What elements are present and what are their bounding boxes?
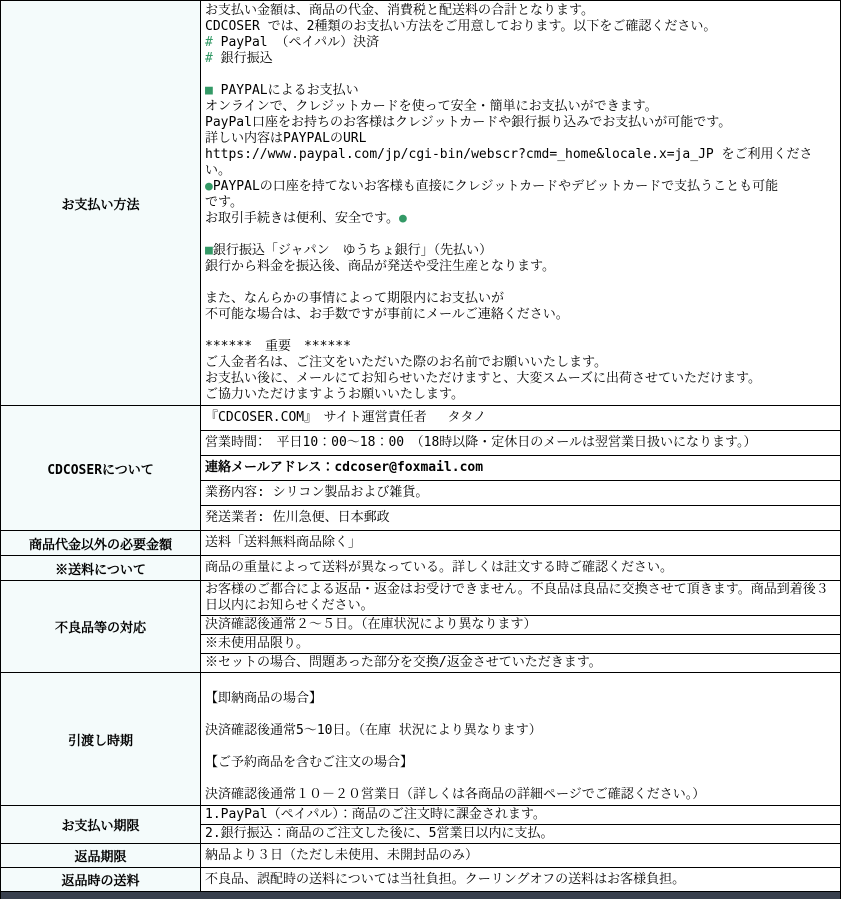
bottom-dark-bar [0,892,841,899]
section-extra-fees [1,531,841,556]
row-label-payment-deadline: お支払い期限 [1,806,201,844]
row-label-payment-method: お支払い方法 [1,1,201,406]
defective-policy: お客様のご都合による返品・返金はお受けできません。不良品は良品に交換させて頂きます。商品到着後３日以内にお知らせください。 [201,581,841,616]
row-label-defective-items: 不良品等の対応 [1,581,201,673]
section-payment-method [1,1,841,406]
shipping-fee-content: 商品の重量によって送料が異なっている。詳しくは註文する時ご確認ください。 [201,556,841,581]
defective-note-set: ※セットの場合、問題あった部分を交換/返金させていただきます。 [201,654,841,673]
about-business-hours: 営業時間： 平日10：00〜18：00 （18時以降・定休日のメールは翌営業日扱いになります。） [201,431,841,456]
section-delivery-time [1,673,841,806]
row-label-extra-fees: 商品代金以外の必要金額 [1,531,201,556]
about-contact-email: 連絡メールアドレス：cdcoser@foxmail.com [201,456,841,481]
section-about-cdcoser [1,406,841,431]
about-site-operator: 『CDCOSER.COM』 サイト運営責任者 タタノ [201,406,841,431]
row-label-return-deadline: 返品期限 [1,844,201,868]
section-payment-deadline [1,806,841,825]
delivery-time-content: 【即納商品の場合】 決済確認後通常5〜10日。（在庫 状況により異なります） 【ご予約商品を含むご注文の場合】 決済確認後通常１０－２０営業日（詳しくは各商品の詳細ページでご確認ください。） [201,673,841,806]
section-shipping-fee [1,556,841,581]
payment-deadline-bank: 2.銀行振込：商品のご注文した後に、5営業日以内に支払。 [201,825,841,844]
payment-method-content: お支払い金額は、商品の代金、消費税と配送料の合計となります。 CDCOSER では、2種類のお支払い方法をご用意しております。以下をご確認ください。 # PayPal （ペイパル）決済 # 銀行振込 ■ PAYPALによるお支払い オンラインで、クレジットカードを使って安全・簡単にお支払いができます。 PayPal口座をお持ちのお客様はクレジットカードや銀行振り込みでお支払いが可能です。 詳しい内容はPAYPALのURL https://www.paypal.com/jp/cgi-bin/webscr?cmd=_home&locale.x=ja_JP をご利用ください。 ●PAYPALの口座を持てないお客様も直接にクレジットカードやデビットカードで支払うことも可能 です。 お取引手続きは便利、安全です。● ■銀行振込「ジャパン ゆうちょ銀行」（先払い） 銀行から料金を振込後、商品が発送や受注生産となります。 また、なんらかの事情によって期限内にお支払いが 不可能な場合は、お手数ですが事前にメールご連絡ください。 ****** 重要 ****** ご入金者名は、ご注文をいただいた際のお名前でお願いいたします。 お支払い後に、メールにてお知らせいただけますと、大変スムーズに出荷させていただけます。 ご協力いただけますようお願いいたします。 [201,1,841,406]
section-return-deadline [1,844,841,868]
row-label-about-cdcoser: CDCOSERについて [1,406,201,531]
about-shipping-carriers: 発送業者: 佐川急便、日本郵政 [201,506,841,531]
return-deadline-content: 納品より３日（ただし未使用、未開封品のみ） [201,844,841,868]
section-defective-items [1,581,841,616]
defective-note-unused: ※未使用品限り。 [201,635,841,654]
payment-deadline-paypal: 1.PayPal（ペイパル）：商品のご注文時に課金されます。 [201,806,841,825]
section-return-shipping [1,868,841,892]
about-business-description: 業務内容: シリコン製品および雑貨。 [201,481,841,506]
row-label-shipping-fee: ※送料について [1,556,201,581]
row-label-delivery-time: 引渡し時期 [1,673,201,806]
row-label-return-shipping: 返品時の送料 [1,868,201,892]
return-shipping-content: 不良品、誤配時の送料については当社負担。クーリングオフの送料はお客様負担。 [201,868,841,892]
extra-fees-content: 送料「送料無料商品除く」 [201,531,841,556]
defective-exchange-time: 決済確認後通常２〜５日。（在庫状況により異なります） [201,616,841,635]
